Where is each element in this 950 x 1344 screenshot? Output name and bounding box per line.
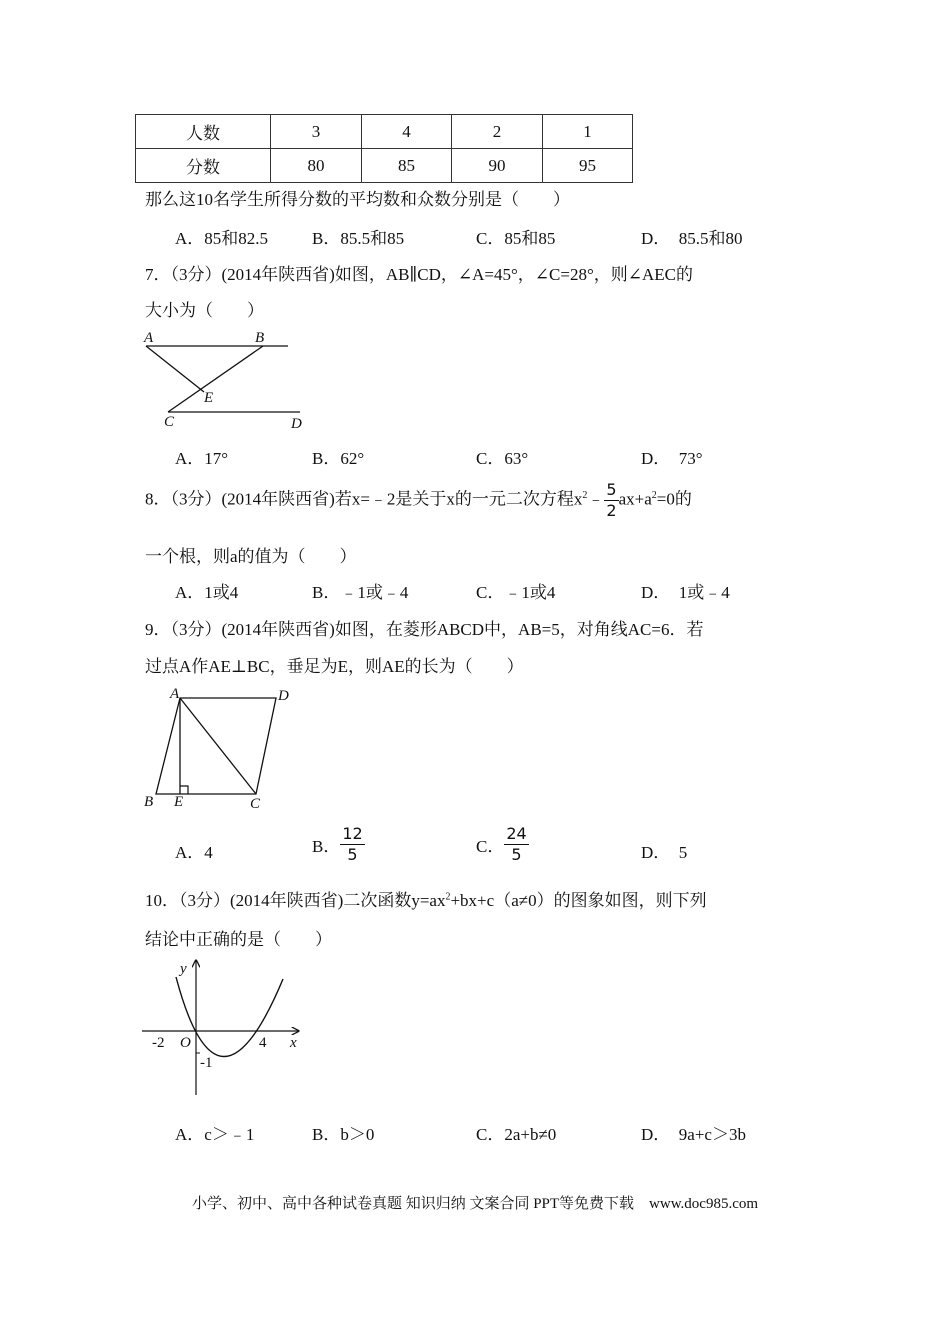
q6-option-c: C．85和85 (476, 229, 556, 248)
fraction-numerator: 12 (342, 824, 363, 843)
figure-label: 4 (259, 1035, 267, 1051)
fraction-denominator: 5 (347, 845, 358, 864)
table-cell: 80 (271, 149, 362, 183)
figure-label: D (291, 416, 302, 432)
q8-text: ax+a (618, 489, 652, 509)
q10-option-c: C．2a+b≠0 (476, 1125, 557, 1144)
table-cell: 85 (362, 149, 452, 183)
figure-label: A (170, 686, 180, 702)
page-footer: 小学、初中、高中各种试卷真题 知识归纳 文案合同 PPT等免费下载 www.doc985.com (191, 1196, 759, 1212)
figure-label: E (174, 794, 184, 810)
q6-option-b: B．85.5和85 (312, 229, 405, 248)
figure-label: O (180, 1035, 191, 1051)
q7-option-d: D． 73° (641, 449, 703, 468)
figure-label: C (164, 414, 175, 430)
q10-stem-line2: 结论中正确的是（ ） (145, 930, 332, 949)
q9-option-b (312, 826, 365, 863)
figure-label: -2 (152, 1035, 165, 1051)
q9-option-b-fraction (340, 826, 364, 863)
q7-option-b: B．62° (312, 449, 365, 468)
fraction-denominator: 2 (606, 501, 617, 520)
q9-option-c (476, 826, 529, 863)
table-cell: 90 (452, 149, 543, 183)
q8-exponent: 2 (651, 489, 657, 501)
q10-option-a: A．c＞﹣1 (175, 1125, 255, 1144)
table-cell: 3 (271, 115, 362, 149)
table-row (136, 115, 633, 149)
figure-label: y (180, 961, 187, 977)
q8-text: 8．（3分）(2014年陕西省)若x=﹣2是关于x的一元二次方程x (145, 489, 583, 509)
figure-label: B (255, 330, 265, 346)
table-cell: 人数 (136, 115, 271, 149)
q6-stem: 那么这10名学生所得分数的平均数和众数分别是（ ） (145, 190, 570, 209)
q6-option-d: D． 85.5和80 (641, 229, 743, 248)
q8-option-b: B．﹣1或﹣4 (312, 583, 409, 602)
table-row (136, 149, 633, 183)
q8-exponent: 2 (582, 489, 588, 501)
q8-stem-line1 (145, 482, 692, 519)
figure-label: -1 (200, 1055, 213, 1071)
figure-label: A (144, 330, 154, 346)
figure-label: B (144, 794, 154, 810)
q8-text: =0的 (656, 489, 692, 509)
q7-parallel-lines-figure (138, 322, 313, 434)
table-cell: 4 (362, 115, 452, 149)
q6-option-a: A．85和82.5 (175, 229, 269, 248)
q10-parabola-figure (138, 955, 308, 1105)
q7-stem-line1: 7．（3分）(2014年陕西省)如图，AB∥CD，∠A=45°，∠C=28°，则∠AEC的 (145, 265, 694, 284)
figure-label: x (290, 1035, 297, 1051)
q10-text: 10．（3分）(2014年陕西省)二次函数y=ax (145, 891, 446, 910)
score-table (135, 114, 633, 183)
q9-rhombus-figure (138, 682, 298, 812)
q8-stem-line2: 一个根，则a的值为（ ） (145, 547, 357, 566)
q10-option-b: B．b＞0 (312, 1125, 375, 1144)
q8-text: ﹣ (587, 489, 605, 509)
fraction-numerator: 24 (506, 824, 527, 843)
q9-stem-line1: 9．（3分）(2014年陕西省)如图，在菱形ABCD中，AB=5，对角线AC=6．若 (145, 620, 704, 639)
table-cell: 1 (543, 115, 633, 149)
figure-label: D (278, 688, 289, 704)
q8-option-a: A．1或4 (175, 583, 239, 602)
table-cell: 2 (452, 115, 543, 149)
figure-label: C (250, 796, 261, 812)
q9-option-c-fraction (504, 826, 528, 863)
q10-option-d: D． 9a+c＞3b (641, 1125, 746, 1144)
q7-stem-line2: 大小为（ ） (145, 301, 264, 320)
q7-option-c: C．63° (476, 449, 529, 468)
table-cell: 95 (543, 149, 633, 183)
table-cell: 分数 (136, 149, 271, 183)
q9-option-d: D． 5 (641, 843, 688, 862)
q10-exponent: 2 (445, 891, 451, 903)
q10-stem-line1 (145, 886, 707, 911)
option-label: B． (312, 837, 341, 856)
figure-label: E (204, 390, 214, 406)
fraction-numerator: 5 (606, 480, 617, 499)
q8-option-d: D． 1或﹣4 (641, 583, 730, 602)
q9-option-a: A．4 (175, 843, 213, 862)
q8-fraction (604, 482, 618, 519)
fraction-denominator: 5 (511, 845, 522, 864)
q7-option-a: A．17° (175, 449, 229, 468)
option-label: C． (476, 837, 505, 856)
q8-option-c: C．﹣1或4 (476, 583, 556, 602)
q9-stem-line2: 过点A作AE⊥BC，垂足为E，则AE的长为（ ） (145, 657, 524, 676)
q10-text: +bx+c（a≠0）的图象如图，则下列 (450, 891, 707, 910)
